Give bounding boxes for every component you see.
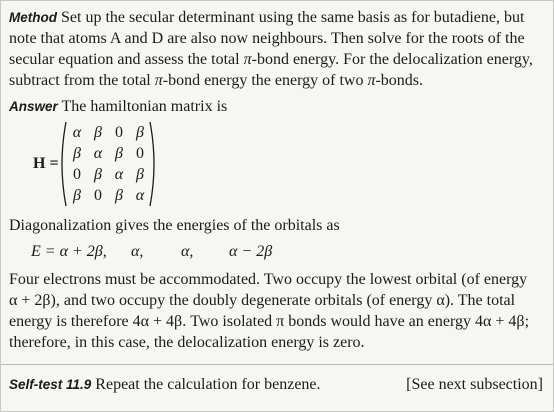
method-text-4a: subtract from the total [9,72,155,89]
matrix-cell: β [73,145,81,162]
self-test-note: [See next subsection] [406,376,543,393]
energy-4: α − 2β [229,243,273,260]
method-line-3 [9,49,543,70]
answer-line [9,96,543,117]
matrix-cell: 0 [136,145,144,162]
method-line-4 [9,70,543,91]
diagonalization-text: Diagonalization gives the energies of the orbitals as [9,217,340,234]
matrix-cell: α [72,124,82,141]
method-label: Method [9,10,57,25]
energy-1: E = α + 2β, [31,243,107,260]
matrix-cell: β [94,166,102,183]
energy-3: α, [181,243,194,260]
answer-intro: The hamiltonian matrix is [61,98,228,115]
answer-label: Answer [9,99,58,114]
matrix-cell: α [93,145,103,162]
method-text-4b: -bond energy the energy of two [162,72,368,89]
energy-2: α, [131,243,144,260]
self-test [9,375,543,395]
explanation-line-3: energy is therefore 4α + 4β. Two isolated π bonds would have an energy 4α + 4β; [9,313,530,330]
matrix-cell: β [115,187,123,204]
left-parenthesis [57,121,67,207]
method-line-1 [9,7,543,28]
matrix-label: H = [33,155,59,172]
matrix-cell: α [114,166,124,183]
explanation-line-2: α + 2β), and two occupy the doubly degenerate orbitals (of energy α). The total [9,292,516,309]
matrix-cell: α [135,187,145,204]
matrix-cell: β [94,124,102,141]
self-test-label: Self-test 11.9 [9,377,92,392]
method-text-4c: -bonds. [375,72,424,89]
pi-symbol: π [367,72,376,89]
self-test-text: Repeat the calculation for benzene. [95,376,321,393]
matrix-cell: β [73,187,81,204]
method-line-2: note that atoms A and D are also now neighbours. Then solve for the roots of the [9,30,525,47]
matrix-cell: 0 [73,166,81,183]
matrix-cell: 0 [94,187,102,204]
method-text-3b: -bond energy. For the delocalization energy, [251,51,533,68]
method-text-3a: secular equation and assess the total [9,51,244,68]
matrix-cell: β [115,145,123,162]
right-parenthesis [149,121,159,207]
matrix-cell: 0 [115,124,123,141]
pi-symbol: π [243,51,252,68]
pi-symbol: π [154,72,163,89]
explanation-line-1: Four electrons must be accommodated. Two occupy the lowest orbital (of energy [9,271,528,288]
divider [1,364,553,365]
method-text-1: Set up the secular determinant using the same basis as for butadiene, but [61,9,525,26]
matrix-cell: β [136,166,144,183]
explanation-line-4: therefore, in this case, the delocalization energy is zero. [9,334,365,351]
matrix-cell: β [136,124,144,141]
